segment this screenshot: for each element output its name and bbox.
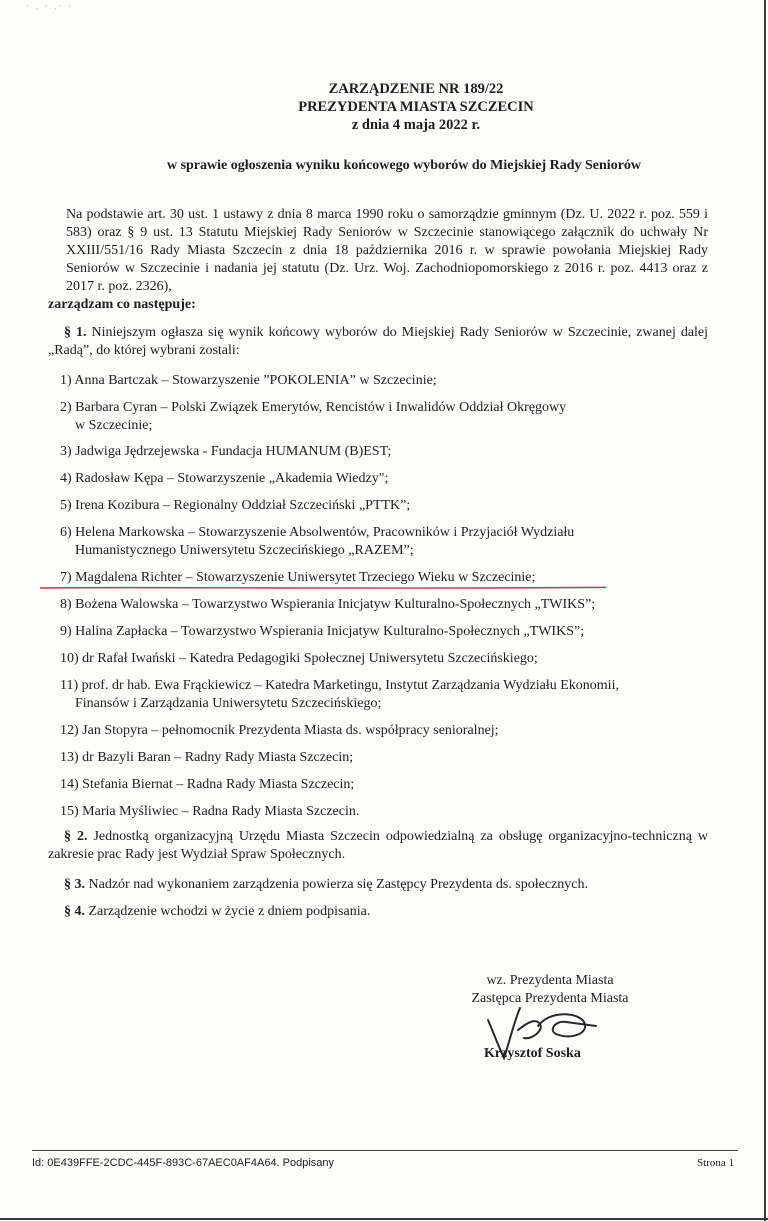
member-text: 11) prof. dr hab. Ewa Frąckiewicz – Katedra Marketingu, Instytut Zarządzania Wydziału Ekonomii, [60,678,619,693]
list-item [60,372,710,390]
list-item [60,803,710,821]
document-header [0,80,768,134]
list-item [60,650,710,668]
member-text: 14) Stefania Biernat – Radna Rady Miasta Szczecin; [60,777,355,792]
preamble [48,206,708,314]
member-text-cont: Humanistycznego Uniwersytetu Szczecińskiego „RAZEM”; [75,543,414,558]
member-text: 3) Jadwiga Jędrzejewska - Fundacja HUMANUM (B)EST; [60,444,392,459]
list-item [60,443,710,461]
page-number: Strona 1 [697,1157,734,1169]
issuer: PREZYDENTA MIASTA SZCZECIN [298,99,534,115]
member-text: 12) Jan Stopyra – pełnomocnik Prezydenta Miasta ds. współpracy senioralnej; [60,723,499,738]
decree-number: ZARZĄDZENIE NR 189/22 [328,81,504,97]
member-text: 4) Radosław Kępa – Stowarzyszenie „Akademia Wiedzy"; [60,471,389,486]
section-4 [48,903,708,921]
member-text: 2) Barbara Cyran – Polski Związek Emerytów, Rencistów i Inwalidów Oddział Okręgowy [60,400,567,415]
list-item [60,497,710,515]
member-text: 13) dr Bazyli Baran – Radny Rady Miasta Szczecin; [60,750,354,765]
member-text-cont: w Szczecinie; [75,418,153,433]
section-4-text: Zarządzenie wchodzi w życie z dniem podpisania. [88,904,371,919]
list-item [60,623,710,641]
decree-clause: zarządzam co następuje: [48,297,196,312]
section-2-label: § 2. [64,829,88,844]
signature-line-2: Zastępca Prezydenta Miasta [471,991,629,1006]
list-item [60,569,710,587]
list-item [60,677,710,713]
scan-border-bottom [0,1218,768,1220]
member-text: 7) Magdalena Richter – Stowarzyszenie Uniwersytet Trzeciego Wieku w Szczecinie; [60,570,536,585]
section-2 [48,828,708,864]
preamble-text: Na podstawie art. 30 ust. 1 ustawy z dnia 8 marca 1990 roku o samorządzie gminnym (Dz. U. 2022 r. poz. 559 i 583) oraz § 9 ust. 13 Statutu Miejskiej Rady Seniorów w Szczecinie stanowiącego załącznik do uchwały Nr XXIII/551/16 Rady Miasta Szczecin z dnia 18 października 2016 r. w sprawie powołania Miejskiej Rady Seniorów w Szczecinie i nadania jej statutu (Dz. Urz. Woj. Zachodniopomorskiego z 2016 r. poz. 4413 oraz z 2017 r. poz. 2326), [66,207,708,294]
member-text: 10) dr Rafał Iwański – Katedra Pedagogiki Społecznej Uniwersytetu Szczecińskiego; [60,651,538,666]
section-1-label: § 1. [64,325,87,340]
scan-specks: ˙ · ˙ ·˙ ˙ [26,4,73,14]
section-1 [48,324,708,360]
list-item [60,749,710,767]
section-3-label: § 3. [64,877,85,892]
list-item [60,470,710,488]
list-item [60,399,710,435]
member-text: 8) Bożena Walowska – Towarzystwo Wspierania Inicjatyw Kulturalno-Społecznych „TWIKS”; [60,597,596,612]
section-2-text: Jednostką organizacyjną Urzędu Miasta Szczecin odpowiedzialną za obsługę organizacyjno-techniczną w zakresie prac Rady jest Wydział Spraw Społecznych. [48,829,709,862]
list-item [60,722,710,740]
member-text: 5) Irena Kozibura – Regionalny Oddział Szczeciński „PTTK”; [60,498,411,513]
signatory-name: Krzysztof Soska [484,1046,581,1061]
list-item [60,524,710,560]
document-id: Id: 0E439FFE-2CDC-445F-893C-67AEC0AF4A64. Podpisany [32,1157,335,1169]
section-3 [48,876,708,894]
member-text-cont: Finansów i Zarządzania Uniwersytetu Szczecińskiego; [75,696,382,711]
section-4-label: § 4. [64,904,85,919]
scan-border-right [764,0,766,1221]
section-3-text: Nadzór nad wykonaniem zarządzenia powierza się Zastępcy Prezydenta ds. społecznych. [88,877,589,892]
member-text: 9) Halina Zapłacka – Towarzystwo Wspierania Inicjatyw Kulturalno-Społecznych „TWIKS”; [60,624,585,639]
member-text: 6) Helena Markowska – Stowarzyszenie Absolwentów, Pracowników i Przyjaciół Wydziału [60,525,575,540]
signature-line-1: wz. Prezydenta Miasta [486,973,614,988]
list-item [60,596,710,614]
footer-divider [32,1150,738,1151]
list-item [60,776,710,794]
section-1-text: Niniejszym ogłasza się wynik końcowy wyborów do Miejskiej Rady Seniorów w Szczecinie, zwanej dalej „Radą”, do której wybrani zostali: [48,325,709,358]
decree-date: z dnia 4 maja 2022 r. [351,117,481,133]
member-text: 1) Anna Bartczak – Stowarzyszenie ”POKOLENIA” w Szczecinie; [60,373,437,388]
member-text: 15) Maria Myśliwiec – Radna Rady Miasta Szczecin. [60,804,360,819]
decree-subject: w sprawie ogłoszenia wyniku końcowego wyborów do Miejskiej Rady Seniorów [166,158,642,173]
